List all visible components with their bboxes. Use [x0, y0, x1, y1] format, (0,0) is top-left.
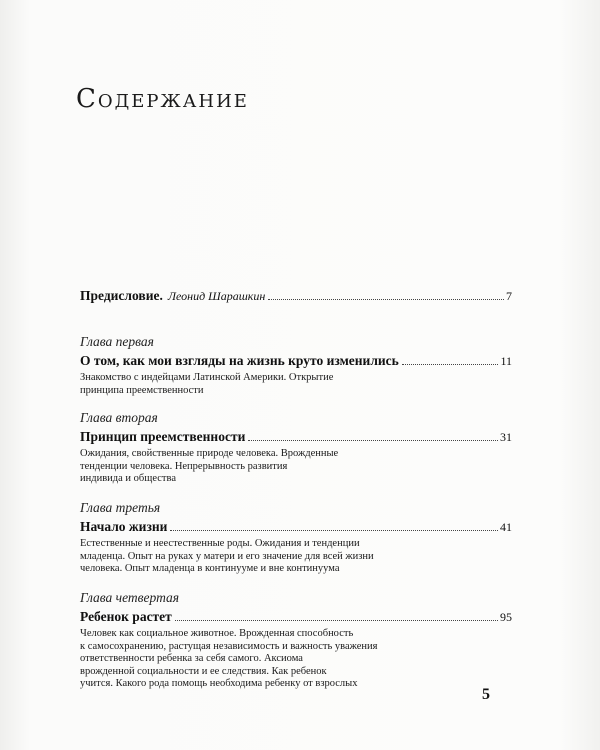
- chapter-label: Глава первая: [80, 334, 154, 349]
- chapter-description: Знакомство с индейцами Латинской Америки. Открытие принципа преемственности: [80, 372, 334, 396]
- chapter-heading: Принцип преемственности: [80, 429, 246, 444]
- chapter-heading: Начало жизни: [80, 519, 168, 534]
- toc-entry-chapter-2: [80, 410, 512, 486]
- entry-page-number: 31: [500, 430, 512, 444]
- chapter-label: Глава третья: [80, 500, 161, 515]
- entry-page-number: 11: [500, 354, 512, 368]
- entry-page-number: 41: [500, 520, 512, 534]
- page-number: 5: [482, 686, 490, 703]
- entry-author: Леонид Шарашкин: [167, 289, 266, 303]
- toc-entry-chapter-4: [80, 590, 512, 691]
- page-title: Содержание: [76, 84, 249, 114]
- chapter-description: Ожидания, свойственные природе человека. Врожденные тенденции человека. Непрерывность развития индивида и общества: [80, 448, 339, 484]
- toc-entry-chapter-1: [80, 334, 512, 397]
- chapter-label: Глава четвертая: [80, 590, 180, 605]
- dot-leader: [170, 530, 498, 531]
- entry-heading: Предисловие.: [80, 288, 163, 303]
- toc-row: [80, 353, 512, 369]
- toc-entry-preface: [80, 288, 512, 304]
- dot-leader: [248, 440, 498, 441]
- entry-page-number: 7: [506, 289, 512, 303]
- toc-row: [80, 519, 512, 535]
- entry-page-number: 95: [500, 610, 512, 624]
- chapter-heading: Ребенок растет: [80, 609, 172, 624]
- toc-row: [80, 609, 512, 625]
- dot-leader: [402, 364, 499, 365]
- dot-leader: [268, 299, 504, 300]
- chapter-description: Человек как социальное животное. Врожденная способность к самосохранению, растущая независимость и важность уважения ответственности ребенка за себя самого. Аксиома врожденной социальности и ее следствия. Как ребенок учится. Какого рода помощь необходима ребенку от взрослых: [80, 628, 378, 689]
- toc-entry-chapter-3: [80, 500, 512, 576]
- chapter-label: Глава вторая: [80, 410, 158, 425]
- dot-leader: [175, 620, 498, 621]
- chapter-heading: О том, как мои взгляды на жизнь круто изменились: [80, 353, 399, 368]
- chapter-description: Естественные и неестественные роды. Ожидания и тенденции младенца. Опыт на руках у матери и его значение для всей жизни человека. Опыт младенца в континууме и вне континуума: [80, 538, 374, 574]
- toc-row: [80, 429, 512, 445]
- toc-row: [80, 288, 512, 304]
